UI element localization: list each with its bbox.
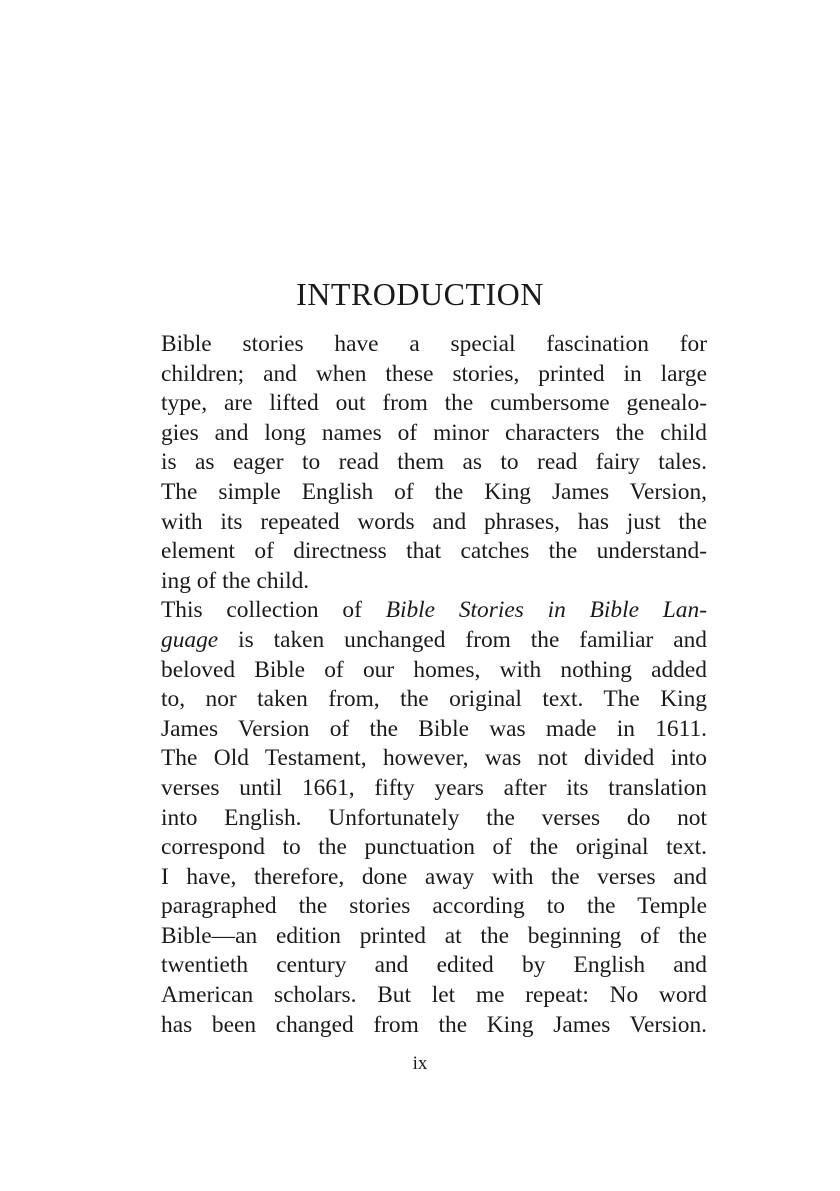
text-line: into English. Unfortunately the verses do not xyxy=(161,804,707,831)
book-title-italic: guage xyxy=(161,626,219,653)
text-line: is as eager to read them as to read fairy tales. xyxy=(161,449,707,476)
text-line: children; and when these stories, printed in large xyxy=(161,360,707,387)
text-line: type, are lifted out from the cumbersome genealo- xyxy=(161,390,707,417)
body-text xyxy=(135,330,707,1040)
text-line: gies and long names of minor characters the child xyxy=(161,419,707,446)
text-line: James Version of the Bible was made in 1611. xyxy=(161,715,707,742)
text-run: This collection of xyxy=(161,597,386,624)
page-number: ix xyxy=(412,1053,428,1074)
text-line: American scholars. But let me repeat: No word xyxy=(161,982,707,1009)
book-title-italic: Bible Stories in Bible Lan- xyxy=(385,597,707,624)
text-line: Bible stories have a special fascination for xyxy=(161,331,707,357)
text-line: twentieth century and edited by English and xyxy=(161,952,707,979)
text-line: beloved Bible of our homes, with nothing added xyxy=(161,656,707,683)
paragraph-1 xyxy=(135,330,707,596)
text-line xyxy=(135,596,707,626)
text-line: ing of the child. xyxy=(161,567,310,594)
text-run: is taken unchanged from the familiar and xyxy=(218,626,707,653)
page-title: INTRODUCTION xyxy=(296,276,544,312)
text-line: has been changed from the King James Version. xyxy=(161,1011,707,1038)
text-line: verses until 1661, fifty years after its translation xyxy=(161,774,707,801)
text-line: The simple English of the King James Version, xyxy=(161,478,707,505)
text-line: to, nor taken from, the original text. The King xyxy=(161,686,707,713)
paragraph-2 xyxy=(135,596,707,1040)
text-line: The Old Testament, however, was not divided into xyxy=(161,745,707,772)
text-line: element of directness that catches the understand- xyxy=(161,538,707,565)
text-line: with its repeated words and phrases, has just the xyxy=(161,508,707,535)
text-line xyxy=(135,626,707,656)
text-line: correspond to the punctuation of the original text. xyxy=(161,834,707,861)
text-line: Bible—an edition printed at the beginning of the xyxy=(161,922,707,949)
text-line: paragraphed the stories according to the Temple xyxy=(161,893,707,920)
text-line: I have, therefore, done away with the verses and xyxy=(161,863,707,890)
